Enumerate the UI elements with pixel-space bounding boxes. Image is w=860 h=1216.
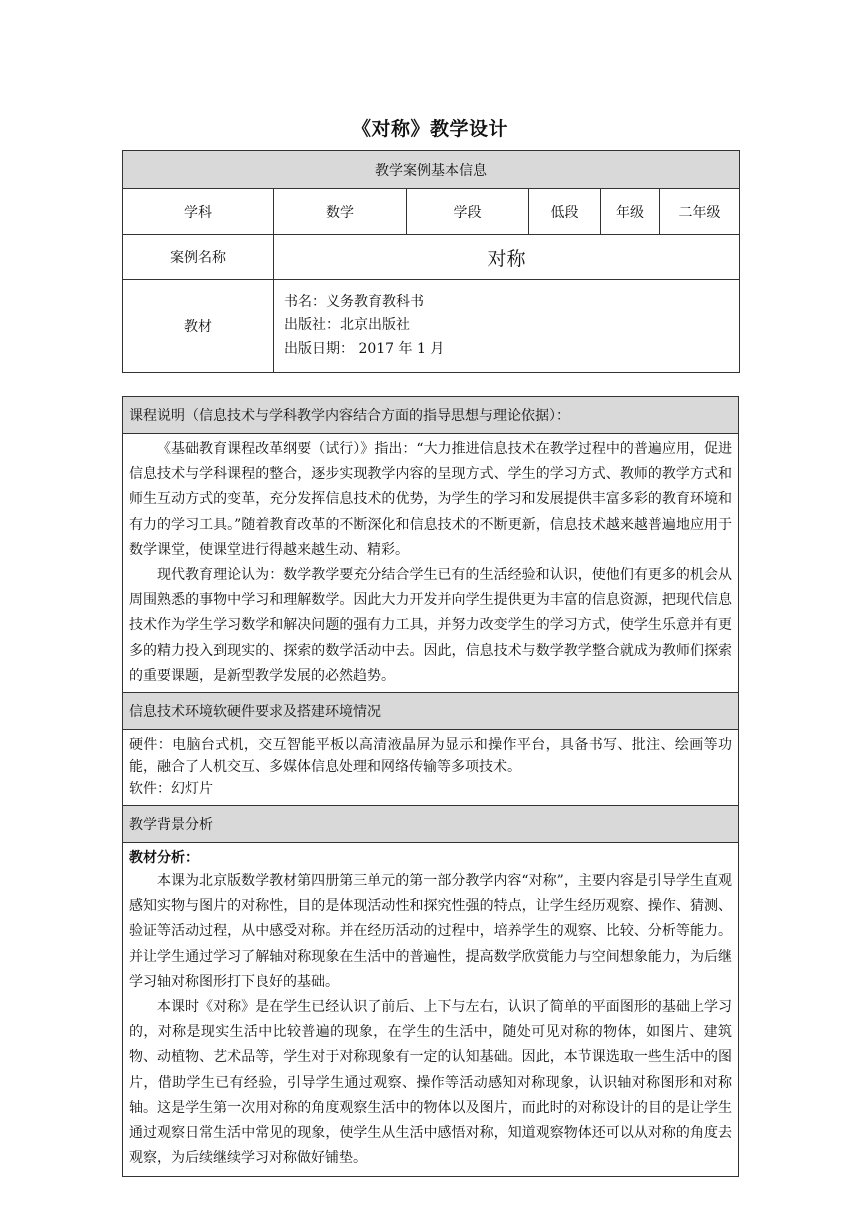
stage-value: 低段 xyxy=(529,189,601,235)
background-analysis-header: 教学背景分析 xyxy=(123,806,739,843)
environment-header: 信息技术环境软硬件要求及搭建环境情况 xyxy=(123,693,739,730)
publisher: 出版社：北京出版社 xyxy=(284,317,410,334)
background-paragraph-2: 本课时《对称》是在学生已经认识了前后、上下与左右，认识了简单的平面图形的基础上学习的，对称是现实生活中比较普遍的现象，在学生的生活中，随处可见对称的物体，如图片、建筑物、动植物、艺术品等，学生对于对称现象有一定的认知基础。因此，本节课选取一些生活中的图片，借助学生已有经验，引导学生通过观察、操作等活动感知对称现象，认识轴对称图形和对称轴。这是学生第一次用对称的角度观察生活中的物体以及图片，而此时的对称设计的目的是让学生通过观察日常生活中常见的现象，使学生从生活中感悟对称，知道观察物体还可以从对称的角度去观察，为后续继续学习对称做好铺垫。 xyxy=(129,999,732,1167)
grade-label: 年级 xyxy=(601,189,660,235)
course-paragraph-2: 现代教育理论认为：数学教学要充分结合学生已有的生活经验和认识，使他们有更多的机会从周围熟悉的事物中学习和理解数学。因此大力开发并向学生提供更为丰富的信息资源，把现代信息技术作为学生学习数学和解决问题的强有力工具，并努力改变学生的学习方式，使学生乐意并有更多的精力投入到现实的、探索的数学活动中去。因此，信息技术与数学教学整合就成为教师们探索的重要课题，是新型教学发展的必然趋势。 xyxy=(129,567,732,684)
background-paragraph-1: 本课为北京版数学教材第四册第三单元的第一部分教学内容“对称”，主要内容是引导学生直观感知实物与图片的对称性，目的是体现活动性和探究性强的特点，让学生经历观察、操作、猜测、验证等活动过程，从中感受对称。并在经历活动的过程中，培养学生的观察、比较、分析等能力。并让学生通过学习了解轴对称现象在生活中的普遍性，提高数学欣赏能力与空间想象能力，为后继学习轴对称图形打下良好的基础。 xyxy=(129,873,732,990)
material-details xyxy=(274,280,740,373)
book-name: 书名：义务教育教科书 xyxy=(284,293,424,310)
hardware-text: 硬件：电脑台式机，交互智能平板以高清液晶屏为显示和操作平台，具备书写、批注、绘画等功能，融合了人机交互、多媒体信息处理和网络传输等多项技术。 xyxy=(129,737,732,776)
basic-info-header: 教学案例基本信息 xyxy=(123,151,740,189)
case-name-label: 案例名称 xyxy=(123,235,274,280)
course-description-body xyxy=(123,434,739,693)
material-label: 教材 xyxy=(123,280,274,373)
material-analysis-subheading: 教材分析： xyxy=(129,850,199,867)
grade-value: 二年级 xyxy=(660,189,740,235)
subject-value: 数学 xyxy=(274,189,407,235)
document-title: 《对称》教学设计 xyxy=(351,118,508,140)
course-paragraph-1: 《基础教育课程改革纲要（试行）》指出：“大力推进信息技术在教学过程中的普遍应用，促进信息技术与学科课程的整合，逐步实现教学内容的呈现方式、学生的学习方式、教师的教学方式和师生互动方式的变革，充分发挥信息技术的优势，为学生的学习和发展提供丰富多彩的教育环境和有力的学习工具。”随着教育改革的不断深化和信息技术的不断更新，信息技术越来越普遍地应用于数学课堂，使课堂进行得越来越生动、精彩。 xyxy=(129,441,732,558)
publish-date: 出版日期： 2017 年 1 月 xyxy=(284,340,445,357)
course-description-header: 课程说明（信息技术与学科教学内容结合方面的指导思想与理论依据）： xyxy=(123,397,739,434)
environment-body xyxy=(123,730,739,806)
basic-info-table xyxy=(122,150,740,373)
case-name-value: 对称 xyxy=(274,235,740,280)
stage-label: 学段 xyxy=(407,189,529,235)
software-text: 软件：幻灯片 xyxy=(129,781,213,798)
background-analysis-body xyxy=(123,843,739,1177)
course-design-table xyxy=(122,396,739,1177)
subject-label: 学科 xyxy=(123,189,274,235)
